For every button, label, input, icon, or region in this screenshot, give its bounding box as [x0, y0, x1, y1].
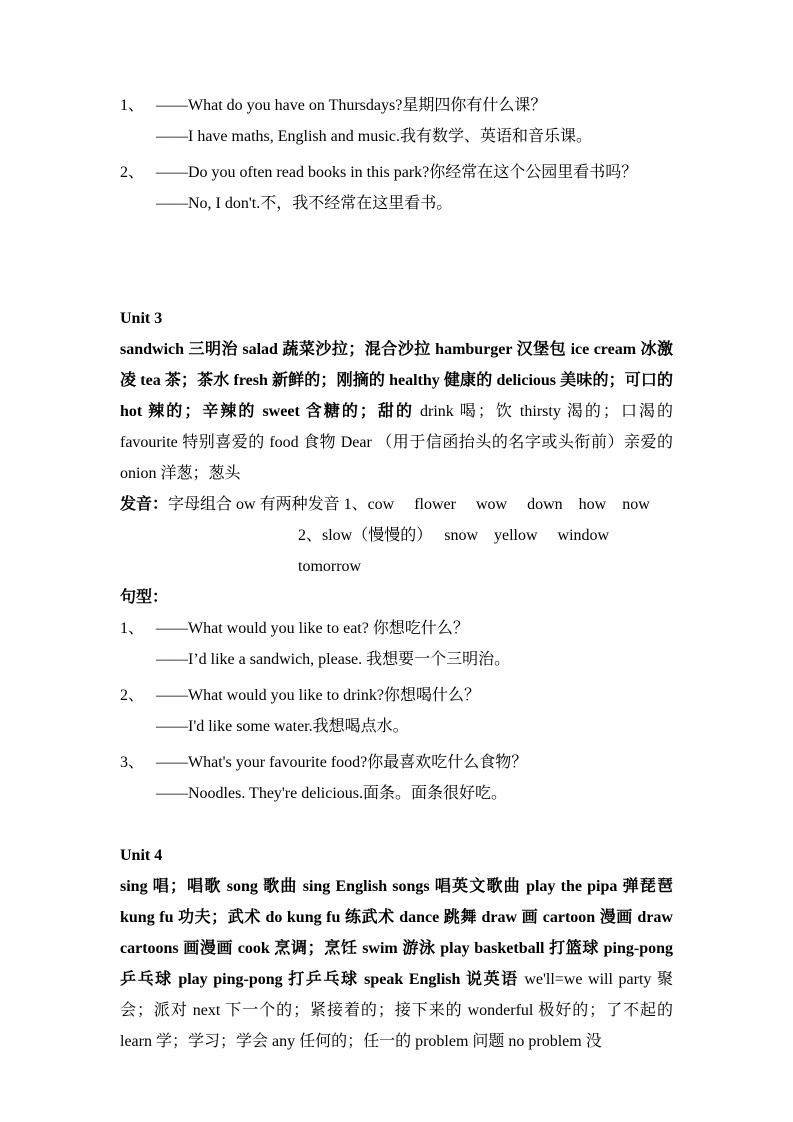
pattern-answer: ——Noodles. They're delicious.面条。面条很好吃。: [156, 785, 507, 802]
pronunciation-examples-1: 字母组合 ow 有两种发音 1、cow flower wow down how now: [168, 496, 650, 513]
dialogue-question: ——What do you have on Thursdays?星期四你有什么课？: [156, 97, 547, 114]
unit4-section: [120, 840, 673, 1057]
pattern-question: ——What's your favourite food?你最喜欢吃什么食物？: [156, 754, 528, 771]
pattern-answer: ——I'd like some water.我想喝点水。: [156, 718, 409, 735]
pattern-number: 3、: [120, 754, 145, 771]
pattern-item: [120, 747, 673, 809]
pronunciation-label: 发音：: [120, 496, 169, 513]
dialogue-question-line: [120, 90, 673, 121]
dialogue-question-line: [120, 157, 673, 188]
pattern-question: ——What would you like to eat? 你想吃什么？: [156, 620, 469, 637]
pattern-number: 2、: [120, 687, 145, 704]
pattern-answer: ——I’d like a sandwich, please. 我想要一个三明治。: [156, 651, 511, 668]
patterns-list: [120, 613, 673, 809]
unit4-vocab-bold-run: sing 唱；唱歌 song 歌曲 sing English songs 唱英文歌曲 play the pipa 弹琵琶 kung fu 功夫；武术 do kung fu 练武术 dance 跳舞 draw 画 cartoon 漫画 draw cartoons 画漫画 cook 烹调；烹饪 swim 游泳 play basketball 打篮球 ping-pong 乒乓球 play ping-pong 打乒乓球 speak English 说英语: [120, 878, 673, 988]
dialogue-answer: ——No, I don't.不，我不经常在这里看书。: [156, 195, 453, 212]
pattern-item: [120, 680, 673, 742]
patterns-heading: 句型：: [120, 589, 169, 606]
dialogue-item: [120, 90, 673, 152]
pattern-number: 1、: [120, 620, 145, 637]
unit4-vocab-regular-run: we'll=we will party 聚会；派对 next 下一个的；紧接着的；接下来的 wonderful 极好的；了不起的 learn 学；学习；学会 any 任何的；任一的 problem 问题 no problem 没: [120, 971, 673, 1050]
unit3-vocab-paragraph: [120, 334, 673, 489]
dialogue-item: [120, 157, 673, 219]
unit4-heading: Unit 4: [120, 847, 163, 864]
unit3-vocab-regular-run: drink 喝；饮 thirsty 渴的；口渴的 favourite 特别喜爱的 food 食物 Dear （用于信函抬头的名字或头衔前）亲爱的 onion 洋葱；葱头: [120, 403, 673, 482]
unit3-vocab-bold-run: sandwich 三明治 salad 蔬菜沙拉；混合沙拉 hamburger 汉堡包 ice cream 冰激凌 tea 茶；茶水 fresh 新鲜的；刚摘的 healthy 健康的 delicious 美味的；可口的 hot 辣的；辛辣的 sweet 含糖的；甜的: [120, 341, 673, 420]
pronunciation-line-1: [120, 489, 673, 520]
pattern-item: [120, 613, 673, 675]
pronunciation-line-2: 2、slow（慢慢的） snow yellow window tomorrow: [298, 527, 626, 575]
unit3-heading: Unit 3: [120, 310, 163, 327]
pattern-question-line: [120, 680, 673, 711]
pattern-question-line: [120, 747, 673, 778]
dialogue-question: ——Do you often read books in this park?你经常在这个公园里看书吗？: [156, 164, 638, 181]
dialogue-number: 1、: [120, 97, 145, 114]
dialogue-number: 2、: [120, 164, 145, 181]
unit4-vocab-paragraph: [120, 871, 673, 1057]
dialogue-answer: ——I have maths, English and music.我有数学、英语和音乐课。: [156, 128, 592, 145]
pattern-question: ——What would you like to drink?你想喝什么？: [156, 687, 480, 704]
pattern-question-line: [120, 613, 673, 644]
unit3-section: [120, 303, 673, 809]
top-dialogue-list: [120, 90, 673, 219]
